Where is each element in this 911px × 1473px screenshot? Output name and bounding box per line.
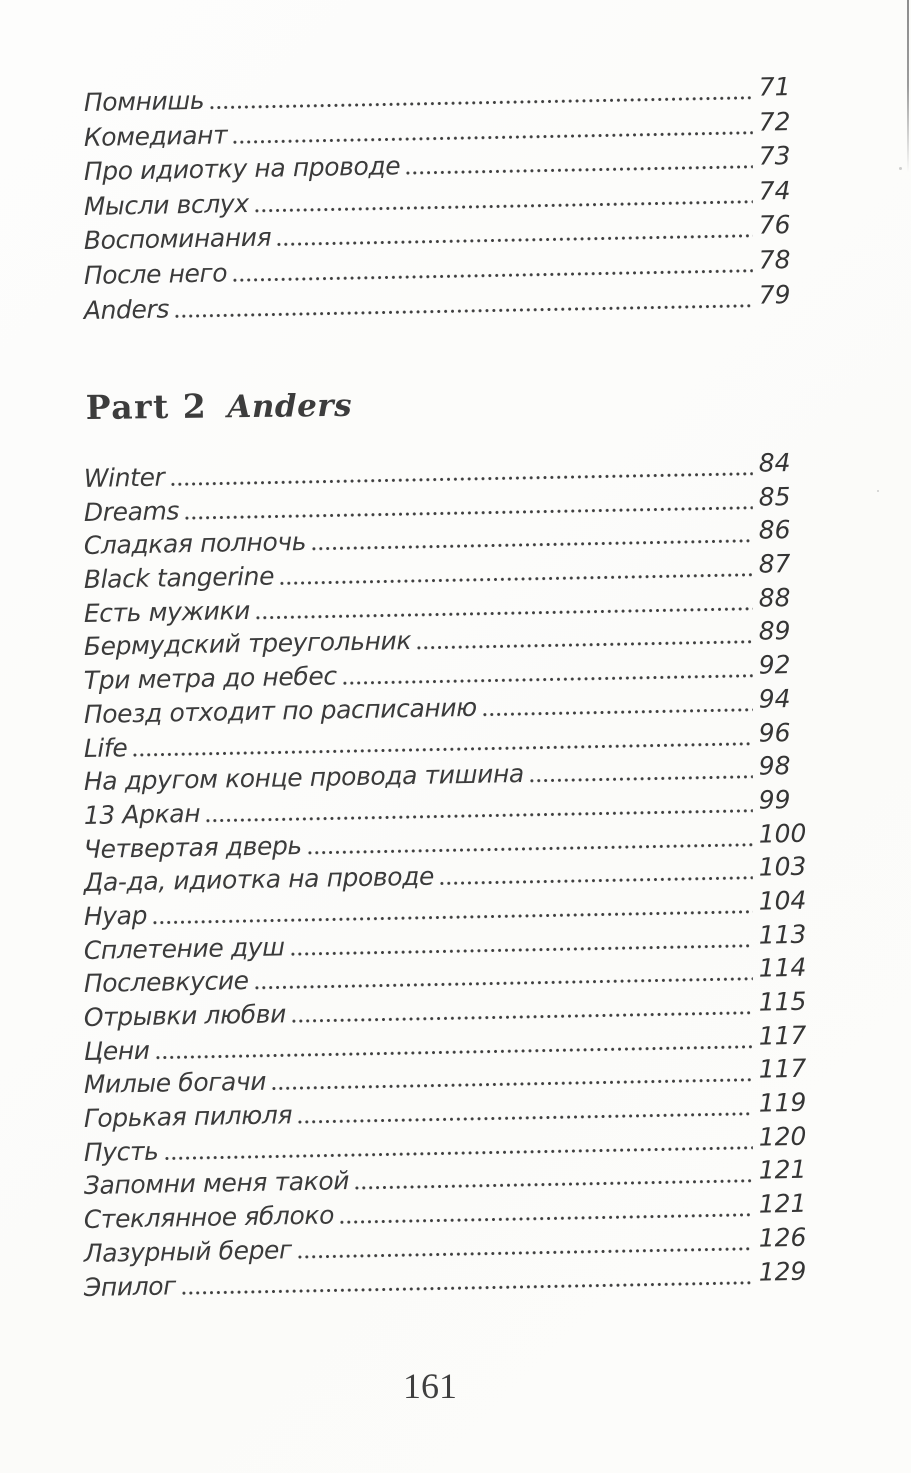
toc-entry-title: Горькая пилюля [83, 1100, 293, 1134]
toc-entry-title: Мысли вслух [83, 188, 249, 221]
dot-leader [530, 774, 753, 784]
toc-entry-page-number: 126 [758, 1222, 807, 1253]
toc-entry-title: Про идиотку на проводе [83, 151, 401, 187]
toc-entry-title: Нуар [83, 900, 148, 932]
toc-entry-title: После него [83, 258, 228, 291]
toc-entry-page-number: 94 [758, 683, 791, 714]
toc-entry-title: Эпилог [83, 1271, 177, 1302]
dot-leader [175, 302, 753, 319]
toc-entry-page-number: 100 [758, 818, 807, 848]
toc-part1-list [83, 71, 811, 325]
toc-entry-title: На другом конце провода тишина [83, 759, 525, 797]
toc-entry-page-number: 85 [758, 481, 791, 512]
toc-entry-page-number: 121 [758, 1154, 807, 1185]
toc-entry-page-number: 129 [758, 1255, 807, 1286]
toc-entry-page-number: 117 [758, 1020, 807, 1051]
toc-entry-title: Запомни меня такой [83, 1166, 350, 1201]
toc-entry-page-number: 92 [758, 649, 791, 680]
scan-speck [899, 167, 902, 170]
toc-entry-page-number: 76 [758, 210, 791, 240]
part-heading-title: Anders [227, 387, 353, 426]
part-heading [86, 385, 353, 427]
toc-entry-title: Пусть [83, 1136, 159, 1167]
dot-leader [483, 706, 753, 717]
toc-entry-page-number: 72 [758, 106, 791, 136]
toc-entry-title: Winter [83, 462, 165, 494]
toc-entry-title: Да-да, идиотка на проводе [83, 862, 435, 898]
toc-entry-page-number: 98 [758, 750, 791, 781]
toc-entry-page-number: 119 [758, 1087, 807, 1118]
part-heading-label: Part 2 [85, 386, 208, 427]
toc-entry-page-number: 73 [758, 140, 791, 171]
toc-entry-title: 13 Аркан [83, 798, 201, 831]
toc-entry-title: Милые богачи [83, 1067, 267, 1100]
dot-leader [182, 1279, 753, 1295]
toc-entry-title: Есть мужики [83, 595, 251, 628]
toc-entry-title: Цени [83, 1035, 150, 1066]
toc-entry-title: Стеклянное яблоко [83, 1200, 335, 1235]
toc-entry-title: Black tangerine [83, 561, 275, 595]
toc-part2-list [83, 447, 811, 1302]
toc-entry-title: Воспоминания [83, 223, 272, 256]
toc-entry-title: Поезд отходит по расписанию [83, 692, 478, 729]
toc-entry-page-number: 74 [758, 175, 791, 206]
toc-entry-page-number: 84 [758, 447, 791, 478]
toc-entry-title: Бермудский треугольник [83, 626, 412, 662]
toc-entry-page-number: 114 [758, 952, 807, 983]
toc-entry-page-number: 86 [758, 515, 791, 545]
page-number: 161 [403, 1366, 457, 1406]
toc-entry-page-number: 121 [758, 1188, 807, 1219]
toc-entry-title: Комедиант [83, 120, 228, 152]
toc-entry-page-number: 104 [758, 885, 807, 916]
toc-entry-page-number: 99 [758, 784, 791, 815]
toc-entry-title: Life [83, 732, 128, 763]
toc-entry-title: Помнишь [83, 85, 205, 118]
toc-entry-page-number: 71 [758, 71, 791, 102]
toc-entry-title: Anders [83, 294, 170, 325]
toc-entry-page-number: 117 [758, 1053, 807, 1084]
toc-entry-title: Сплетение душ [83, 932, 285, 965]
toc-entry-title: Dreams [83, 496, 180, 527]
toc-entry-page-number: 103 [758, 851, 807, 882]
toc-entry-title: Сладкая полночь [83, 527, 307, 561]
scan-speck [877, 490, 879, 492]
toc-entry-page-number: 96 [758, 717, 791, 747]
toc-entry-page-number: 89 [758, 616, 791, 646]
toc-entry-page-number: 78 [758, 244, 791, 275]
toc-entry-title: Четвертая дверь [83, 830, 303, 864]
toc-entry-page-number: 115 [758, 986, 807, 1017]
toc-entry-page-number: 79 [758, 279, 791, 309]
toc-entry-title: Отрывки любви [83, 999, 287, 1033]
toc-entry-title: Три метра до небес [83, 661, 337, 696]
toc-entry-title: Послевкусие [83, 966, 249, 999]
toc-entry-title: Лазурный берег [83, 1235, 293, 1268]
scan-artifact-line [907, 0, 909, 172]
toc-entry-page-number: 87 [758, 548, 791, 579]
toc-entry-page-number: 88 [758, 582, 791, 613]
toc-entry-page-number: 120 [758, 1121, 807, 1152]
toc-entry-page-number: 113 [758, 919, 807, 949]
